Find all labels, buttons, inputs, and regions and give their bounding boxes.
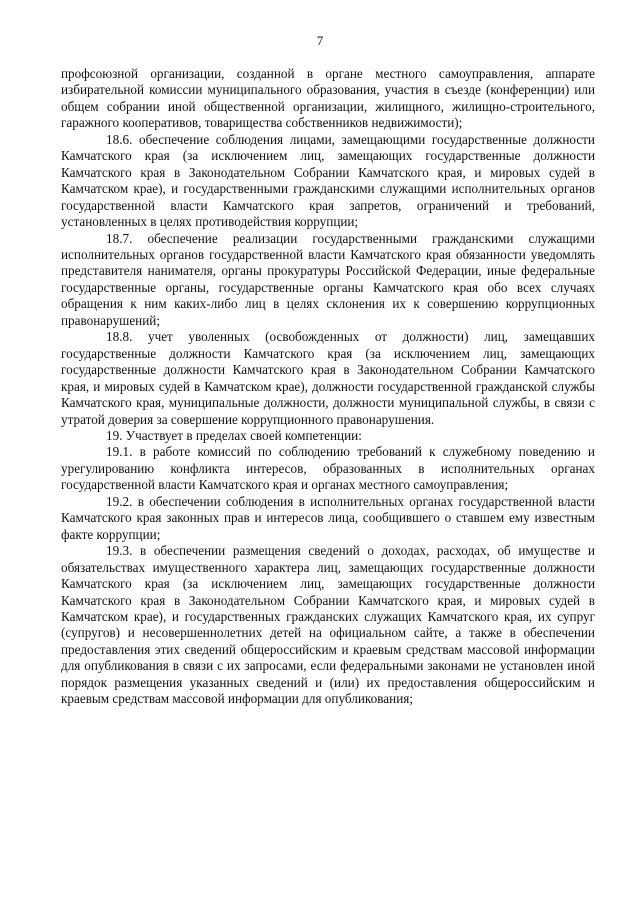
paragraph-18-8: 18.8. учет уволенных (освобожденных от должности) лиц, замещавших государственные должности Камчатского края (за исключением лиц, замещающих государственные должности Камчатского края в Законодательном Собрании Камчатского края, и мировых судей в Камчатском крае), должности государственной гражданской службы Камчатского края, муниципальные должности, должности муниципальной службы, в связи с утратой доверия за совершение коррупционного правонарушения. [61,329,595,427]
document-body [61,66,595,708]
paragraph-18-7: 18.7. обеспечение реализации государственными гражданскими служащими исполнительных органов государственной власти Камчатского края обязанности уведомлять представителя нанимателя, органы прокуратуры Российской Федерации, иные федеральные государственные органы, государственные органы Камчатского края обо всех случаях обращения к ним каких-либо лиц в целях склонения их к совершению коррупционных правонарушений; [61,230,595,328]
paragraph-19-3: 19.3. в обеспечении размещения сведений о доходах, расходах, об имуществе и обязательствах имущественного характера лиц, замещающих государственные должности Камчатского края (за исключением лиц, замещающих государственные должности Камчатского края в Законодательном Собрании Камчатского края, и мировых судей в Камчатском крае), и государственных гражданских служащих Камчатского края, их супруг (супругов) и несовершеннолетних детей на официальном сайте, а также в обеспечении предоставления этих сведений общероссийским и краевым средствам массовой информации для опубликования в связи с их запросами, если федеральными законами не установлен иной порядок размещения указанных сведений и (или) их предоставления общероссийским и краевым средствам массовой информации для опубликования; [61,543,595,707]
page-number: 7 [316,33,324,48]
paragraph-18-5-continuation: профсоюзной организации, созданной в органе местного самоуправления, аппарате избирательной комиссии муниципального образования, участия в съезде (конференции) или общем собрании иной общественной организации, жилищного, жилищно-строительного, гаражного кооперативов, товарищества собственников недвижимости); [61,66,595,131]
paragraph-19: 19. Участвует в пределах своей компетенции: [106,427,362,443]
paragraph-19-1: 19.1. в работе комиссий по соблюдению требований к служебному поведению и урегулированию конфликта интересов, образованных в исполнительных органах государственной власти Камчатского края и органах местного самоуправления; [61,444,595,493]
paragraph-18-6: 18.6. обеспечение соблюдения лицами, замещающими государственные должности Камчатского края (за исключением лиц, замещающих государственные должности Камчатского края в Законодательном Собрании Камчатского края, и мировых судей в Камчатском крае), и государственными гражданскими служащими исполнительных органов государственной власти Камчатского края запретов, ограничений и требований, установленных в целях противодействия коррупции; [61,131,595,230]
paragraph-19-2: 19.2. в обеспечении соблюдения в исполнительных органах государственной власти Камчатского края законных прав и интересов лица, сообщившего о ставшем ему известным факте коррупции; [61,493,595,542]
